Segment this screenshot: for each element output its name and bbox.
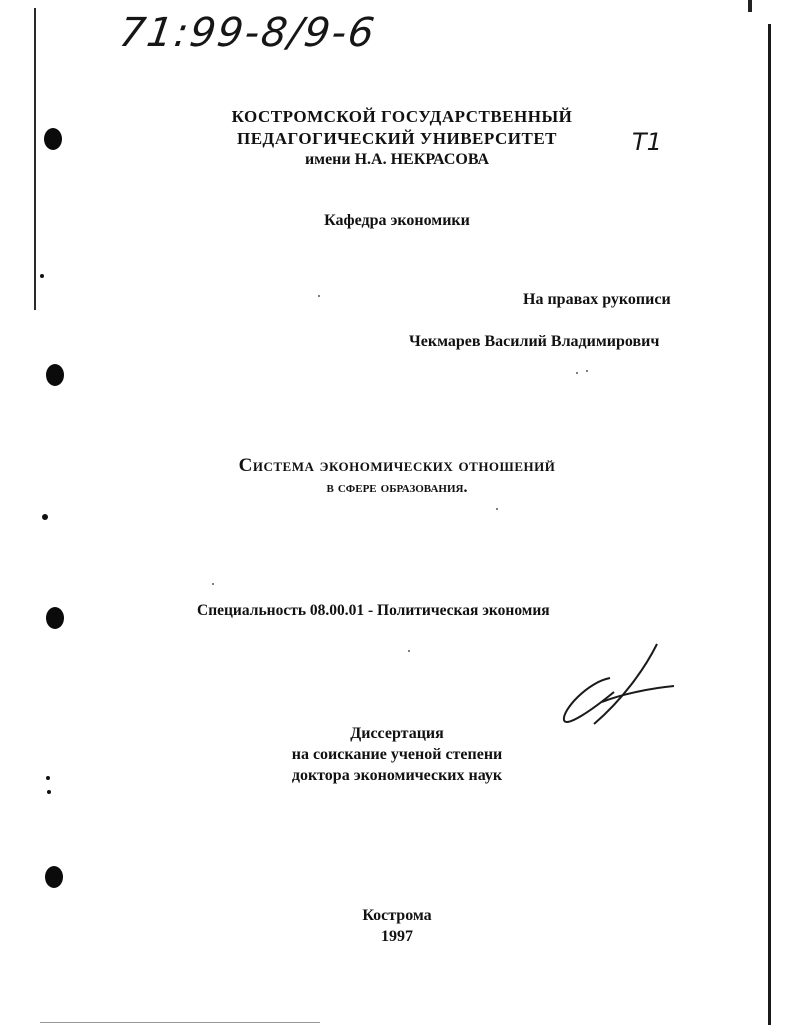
scan-speck [318,295,320,297]
dissertation-line1: Диссертация [350,725,444,742]
author-name: Чекмарев Василий Владимирович [409,333,660,350]
dissertation-statement [0,723,794,786]
margin-mark-handwritten: Т1 [632,128,662,156]
signature-stroke [594,644,657,724]
signature [552,640,682,730]
scan-speck [576,372,578,374]
title-line2: в сфере образования. [326,479,468,496]
punch-hole [46,364,64,386]
scan-speck [408,650,410,652]
scan-speck [586,370,588,372]
punch-hole [45,866,63,888]
university-name-line2: ПЕДАГОГИЧЕСКИЙ УНИВЕРСИТЕТ [236,129,557,148]
dissertation-line2: на соискание ученой степени [291,746,503,763]
scan-edge-right [768,24,771,1025]
dissertation-title [0,455,794,497]
university-header [0,107,794,169]
scan-speck [496,508,498,510]
department: Кафедра экономики [324,212,470,229]
punch-dot [42,514,48,520]
punch-dot [47,790,51,794]
university-name-line3: имени Н.А. НЕКРАСОВА [304,151,490,168]
year: 1997 [381,928,413,945]
scan-edge-top-right [748,0,752,12]
punch-hole [46,607,64,629]
punch-dot [40,274,44,278]
specialty: Специальность 08.00.01 - Политическая экономия [197,602,550,619]
scan-edge-bottom [40,1022,320,1023]
dissertation-line3: доктора экономических наук [291,767,503,784]
title-line1: Система экономических отношений [238,455,556,476]
city: Кострома [362,907,432,924]
archive-code-handwritten: 71:99-8/9-6 [116,10,379,56]
manuscript-rights: На правах рукописи [523,291,671,308]
university-name-line1: КОСТРОМСКОЙ ГОСУДАРСТВЕННЫЙ [231,107,573,126]
scan-speck [212,583,214,585]
imprint [0,905,794,947]
